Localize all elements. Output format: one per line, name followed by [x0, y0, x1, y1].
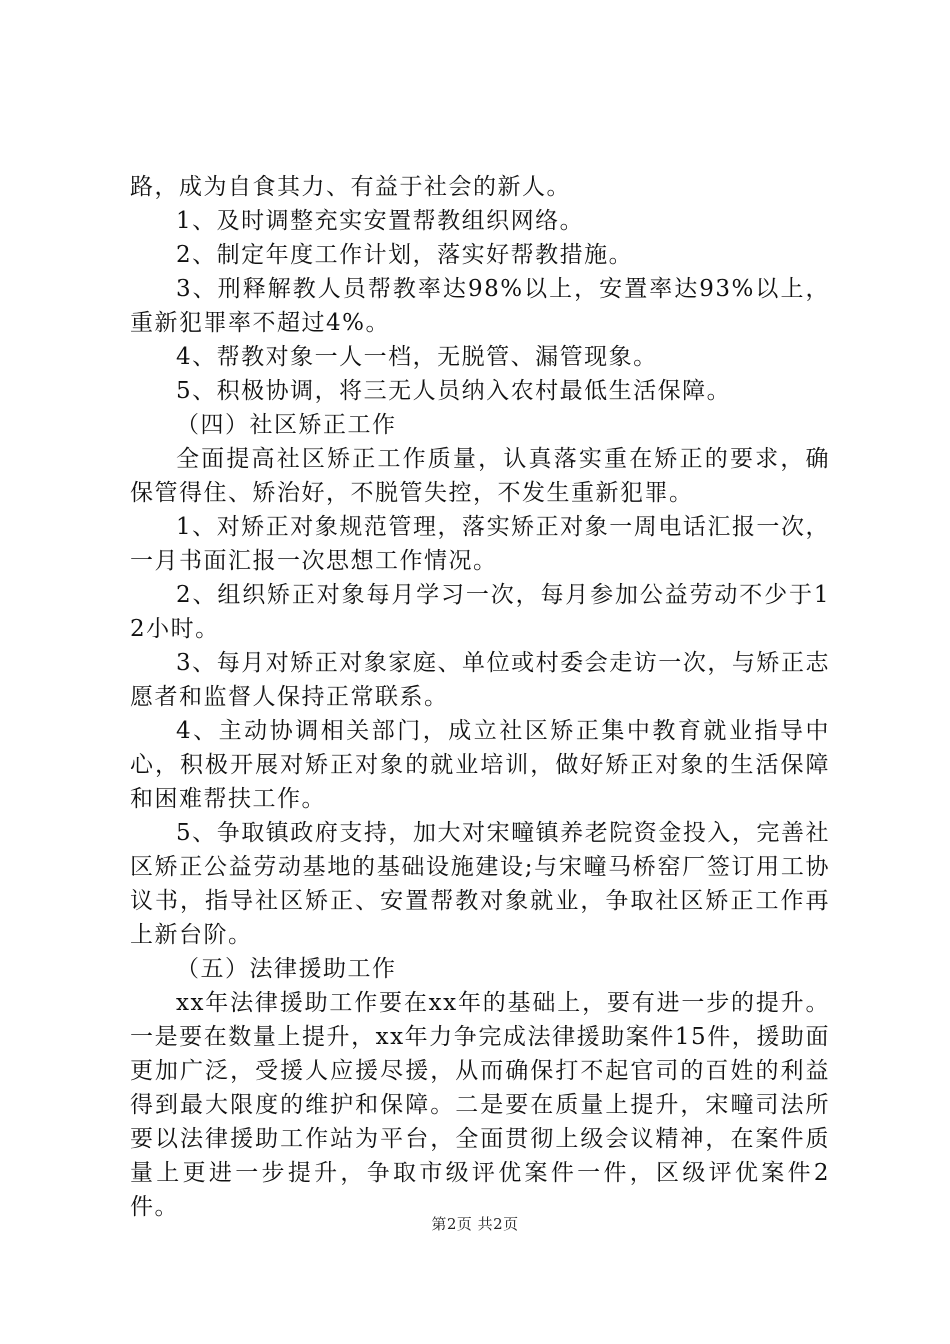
- list-item-2: 2、制定年度工作计划，落实好帮教措施。: [176, 242, 634, 268]
- paragraph-continuation: 路，成为自食其力、有益于社会的新人。: [130, 174, 571, 200]
- section-heading-legal-aid: （五）法律援助工作: [176, 956, 397, 982]
- section-intro-paragraph: 全面提高社区矫正工作质量，认真落实重在矫正的要求，确保管得住、矫治好，不脱管失控，不发生重新犯罪。: [130, 446, 830, 506]
- list-item-1: 1、及时调整充实安置帮教组织网络。: [176, 208, 585, 234]
- correction-item-4: 4、主动协调相关部门，成立社区矫正集中教育就业指导中心，积极开展对矫正对象的就业培训，做好矫正对象的生活保障和困难帮扶工作。: [130, 718, 830, 812]
- section-heading-community-correction: （四）社区矫正工作: [176, 412, 397, 438]
- correction-item-3: 3、每月对矫正对象家庭、单位或村委会走访一次，与矫正志愿者和监督人保持正常联系。: [130, 650, 830, 710]
- list-item-5: 5、积极协调，将三无人员纳入农村最低生活保障。: [176, 378, 732, 404]
- document-body: [130, 170, 830, 1224]
- correction-item-1: 1、对矫正对象规范管理，落实矫正对象一周电话汇报一次，一月书面汇报一次思想工作情况。: [130, 514, 830, 574]
- list-item-3: 3、刑释解教人员帮教率达98%以上，安置率达93%以上，重新犯罪率不超过4%。: [130, 276, 830, 336]
- correction-item-2: 2、组织矫正对象每月学习一次，每月参加公益劳动不少于12小时。: [130, 582, 830, 642]
- list-item-4: 4、帮教对象一人一档，无脱管、漏管现象。: [176, 344, 658, 370]
- correction-item-5: 5、争取镇政府支持，加大对宋疃镇养老院资金投入，完善社区矫正公益劳动基地的基础设施建设;与宋疃马桥窑厂签订用工协议书，指导社区矫正、安置帮教对象就业，争取社区矫正工作再上新台阶。: [130, 820, 830, 948]
- page-footer: 第2页 共2页: [431, 1215, 519, 1233]
- legal-aid-paragraph: xx年法律援助工作要在xx年的基础上，要有进一步的提升。一是要在数量上提升，xx年力争完成法律援助案件15件，援助面更加广泛，受援人应援尽援，从而确保打不起官司的百姓的利益得到最大限度的维护和保障。二是要在质量上提升，宋疃司法所要以法律援助工作站为平台，全面贯彻上级会议精神，在案件质量上更进一步提升，争取市级评优案件一件，区级评优案件2件。: [130, 990, 830, 1220]
